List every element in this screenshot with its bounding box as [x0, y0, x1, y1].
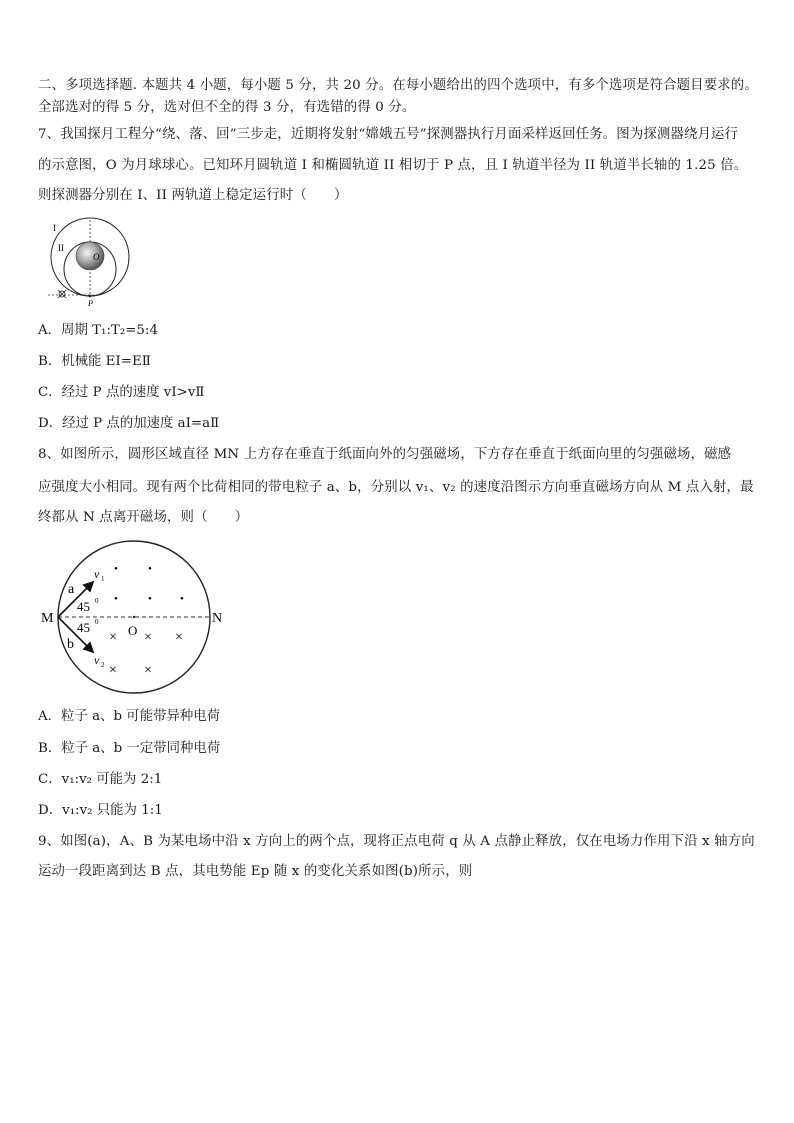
q7-option-b[interactable]: B．机械能 EⅠ=EⅡ: [38, 354, 151, 369]
label-o: O: [128, 623, 138, 638]
q9-stem-line-2: 运动一段距离到达 B 点，其电势能 Ep 随 x 的变化关系如图(b)所示，则: [38, 864, 473, 879]
label-v1-sub: 1: [101, 575, 105, 583]
field-in-cross: ×: [109, 630, 117, 645]
field-out-dot: •: [114, 563, 118, 575]
label-point-p: P: [88, 299, 93, 308]
field-in-cross: ×: [144, 663, 152, 678]
q7-stem-line-3: 则探测器分别在 I、II 两轨道上稳定运行时（ ）: [38, 188, 348, 203]
label-orbit-II: II: [58, 243, 64, 253]
q8-option-b[interactable]: B．粒子 a、b 一定带同种电荷: [38, 741, 221, 756]
q8-magnetic-field-figure: [38, 540, 238, 700]
section-header-line-1: 二、多项选择题. 本题共 4 小题，每小题 5 分，共 20 分。在每小题给出的四个选项中，有多个选项是符合题目要求的。: [38, 78, 758, 93]
q8-option-c[interactable]: C．v₁:v₂ 可能为 2:1: [38, 772, 163, 787]
q9-stem-line-1: 9、如图(a)，A、B 为某电场中沿 x 方向上的两个点，现将正点电荷 q 从 A 点静止释放，仅在电场力作用下沿 x 轴方向: [38, 834, 755, 849]
point-p-dot: [89, 295, 92, 298]
label-v2-sub: 2: [101, 661, 105, 669]
q8-stem-line-1: 8、如图所示，圆形区域直径 MN 上方存在垂直于纸面向外的匀强磁场，下方存在垂直于纸面向里的匀强磁场，磁感: [38, 447, 732, 462]
center-dot: [133, 616, 135, 618]
angle-top-deg: 0: [95, 597, 99, 605]
field-in-cross: ×: [175, 630, 183, 645]
q8-stem-line-3: 终都从 N 点离开磁场，则（ ）: [38, 510, 249, 525]
angle-bottom: 45: [77, 620, 90, 635]
q7-option-a[interactable]: A．周期 T₁:T₂=5:4: [38, 323, 158, 338]
q7-stem-line-1: 7、我国探月工程分“绕、落、回”三步走，近期将发射“嫦娥五号”探测器执行月面采样返回任务。图为探测器绕月运行: [38, 127, 739, 142]
q7-orbit-figure: [40, 216, 130, 311]
label-orbit-I: I: [53, 223, 56, 233]
field-out-dot: •: [148, 563, 152, 575]
label-a: a: [68, 582, 75, 597]
angle-bottom-deg: 0: [95, 618, 99, 626]
angle-top: 45: [77, 599, 90, 614]
label-m: M: [41, 611, 54, 626]
field-out-dot: •: [148, 593, 152, 605]
section-header-line-2: 全部选对的得 5 分，选对但不全的得 3 分，有选错的得 0 分。: [38, 100, 416, 115]
q8-stem-line-2: 应强度大小相同。现有两个比荷相同的带电粒子 a、b，分别以 v₁、v₂ 的速度沿图示方向垂直磁场方向从 M 点入射，最: [38, 480, 754, 495]
label-center-o: O: [93, 252, 100, 262]
field-out-dot: •: [180, 593, 184, 605]
field-out-dot: •: [114, 593, 118, 605]
label-v2: v: [94, 653, 100, 667]
field-in-cross: ×: [144, 630, 152, 645]
label-b: b: [67, 637, 74, 652]
field-in-cross: ×: [109, 663, 117, 678]
q8-option-a[interactable]: A．粒子 a、b 可能带异种电荷: [38, 709, 221, 724]
q7-option-d[interactable]: D．经过 P 点的加速度 aⅠ=aⅡ: [38, 416, 220, 431]
q7-stem-line-2: 的示意图，O 为月球球心。已知环月圆轨道 I 和椭圆轨道 II 相切于 P 点，且 I 轨道半径为 II 轨道半长轴的 1.25 倍。: [38, 158, 748, 173]
q7-option-c[interactable]: C．经过 P 点的速度 vⅠ>vⅡ: [38, 385, 205, 400]
q8-option-d[interactable]: D．v₁:v₂ 只能为 1:1: [38, 803, 163, 818]
label-v1: v: [94, 567, 100, 581]
label-n: N: [212, 611, 223, 626]
moon: [76, 242, 104, 270]
probe-icon: [58, 290, 66, 298]
